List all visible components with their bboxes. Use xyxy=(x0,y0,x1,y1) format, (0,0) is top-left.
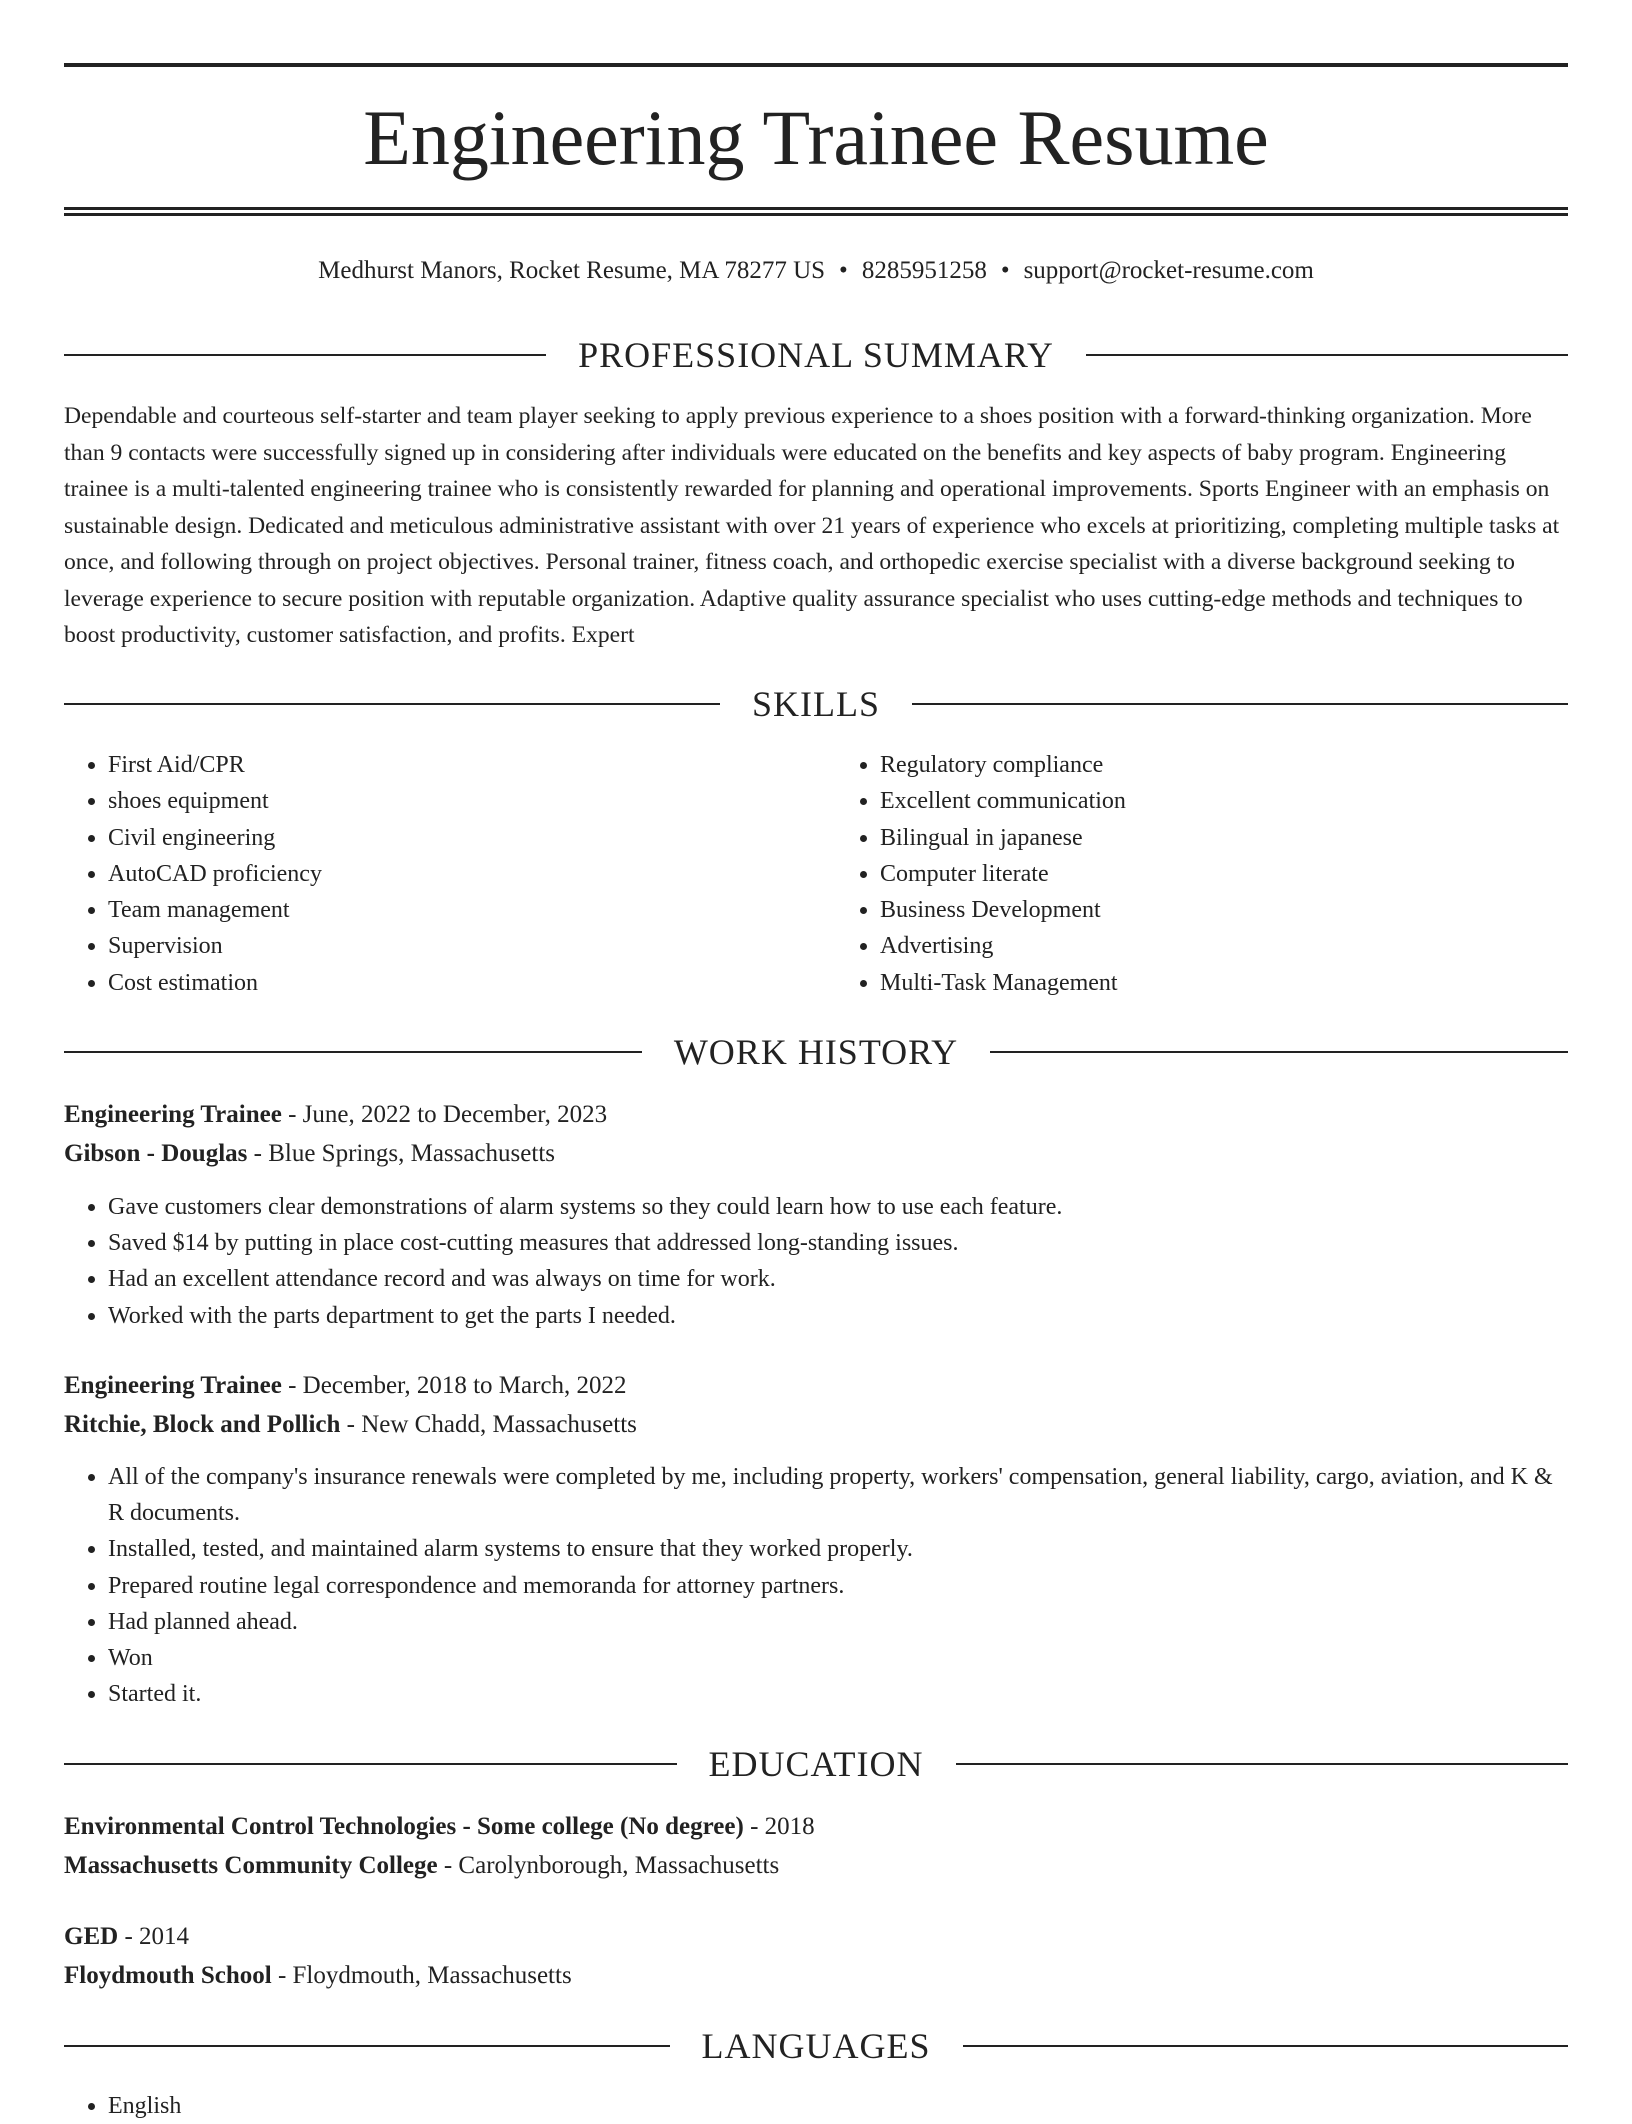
job-location: - New Chadd, Massachusetts xyxy=(340,1410,637,1438)
contact-address: Medhurst Manors, Rocket Resume, MA 78277 US xyxy=(318,257,826,284)
skill-item: • Bilingual in japanese xyxy=(880,820,1568,856)
education-degree-line xyxy=(64,1808,1568,1847)
job-header xyxy=(64,1367,1568,1444)
skill-item: • First Aid/CPR xyxy=(108,747,796,783)
job-location: - Blue Springs, Massachusetts xyxy=(247,1139,556,1167)
contact-phone: 8285951258 xyxy=(861,257,987,284)
section-header-languages xyxy=(64,2022,1568,2070)
contact-separator: • xyxy=(1000,257,1010,284)
section-rule xyxy=(956,1763,1569,1765)
education-location: - Floydmouth, Massachusetts xyxy=(271,1961,572,1989)
job-bullets xyxy=(64,1189,1568,1334)
education-year: - 2018 xyxy=(743,1813,815,1840)
section-title-education: EDUCATION xyxy=(708,1744,924,1784)
skill-item: • shoes equipment xyxy=(108,783,796,819)
section-header-summary xyxy=(64,331,1568,379)
education-year: - 2014 xyxy=(118,1923,190,1950)
languages-list xyxy=(64,2088,1568,2124)
language-item: • English xyxy=(108,2088,1568,2124)
summary-text: Dependable and courteous self-starter and team player seeking to apply previous experience to a shoes position with a forward-thinking organization. More than 9 contacts were successfully signed up in considering after individuals were educated on the benefits and key aspects of baby program. Engineering trainee is a multi-talented engineering trainee who is consistently rewarded for planning and operational improvements. Sports Engineer with an emphasis on sustainable design. Dedicated and meticulous administrative assistant with over 21 years of experience who excels at prioritizing, completing multiple tasks at once, and following through on project objectives. Personal trainer, fitness coach, and orthopedic exercise specialist with a diverse background seeking to leverage experience to secure position with reputable organization. Adaptive quality assurance specialist who uses cutting-edge methods and techniques to boost productivity, customer satisfaction, and profits. Expert xyxy=(64,403,1560,648)
job-company: Ritchie, Block and Pollich xyxy=(64,1410,341,1438)
job-bullet: • Installed, tested, and maintained alarm systems to ensure that they worked properly. xyxy=(108,1531,1568,1567)
top-rule xyxy=(64,63,1568,67)
section-rule xyxy=(64,1051,642,1053)
education-entry xyxy=(64,1918,1568,1995)
job-company-line xyxy=(64,1135,1568,1174)
skill-item: • Business Development xyxy=(880,892,1568,928)
contact-line xyxy=(64,254,1568,288)
job-title-line xyxy=(64,1367,1568,1406)
section-rule xyxy=(912,703,1568,705)
skill-item: • Supervision xyxy=(108,928,796,964)
section-title-summary: PROFESSIONAL SUMMARY xyxy=(578,335,1054,375)
education-school: Floydmouth School xyxy=(64,1961,272,1989)
job-bullet: • Gave customers clear demonstrations of alarm systems so they could learn how to use each feature. xyxy=(108,1189,1568,1225)
job-bullet: • Prepared routine legal correspondence and memoranda for attorney partners. xyxy=(108,1568,1568,1604)
section-title-languages: LANGUAGES xyxy=(701,2026,931,2066)
job-bullet: • Started it. xyxy=(108,1676,1568,1712)
education-degree-line xyxy=(64,1918,1568,1957)
skill-item: • Excellent communication xyxy=(880,783,1568,819)
job-company-line xyxy=(64,1406,1568,1445)
skill-item: • Computer literate xyxy=(880,856,1568,892)
skill-item: • Advertising xyxy=(880,928,1568,964)
job-dates: - December, 2018 to March, 2022 xyxy=(281,1372,627,1399)
skill-item: • Cost estimation xyxy=(108,965,796,1001)
section-rule xyxy=(990,1051,1568,1053)
section-title-work: WORK HISTORY xyxy=(673,1032,959,1072)
section-rule xyxy=(1086,354,1568,356)
education-degree: GED xyxy=(64,1923,119,1950)
job-dates: - June, 2022 to December, 2023 xyxy=(281,1101,608,1128)
section-header-education xyxy=(64,1740,1568,1788)
education-school-line xyxy=(64,1957,1568,1996)
education-entry xyxy=(64,1808,1568,1885)
skill-item: • Team management xyxy=(108,892,796,928)
section-header-skills xyxy=(64,680,1568,728)
education-degree: Environmental Control Technologies - Some college (No degree) xyxy=(64,1813,744,1840)
section-rule xyxy=(64,2045,670,2047)
section-title-skills: SKILLS xyxy=(752,684,881,724)
contact-email: support@rocket-resume.com xyxy=(1023,257,1314,284)
education-location: - Carolynborough, Massachusetts xyxy=(437,1851,780,1879)
section-rule xyxy=(64,703,720,705)
skills-list-left xyxy=(64,747,796,1001)
skill-item: • Regulatory compliance xyxy=(880,747,1568,783)
job-title-line xyxy=(64,1096,1568,1135)
job-bullet: • Had an excellent attendance record and was always on time for work. xyxy=(108,1261,1568,1297)
job-company: Gibson - Douglas xyxy=(64,1139,248,1167)
job-bullet: • Saved $14 by putting in place cost-cutting measures that addressed long-standing issues. xyxy=(108,1225,1568,1261)
job-bullet: • Won xyxy=(108,1640,1568,1676)
skill-item: • Multi-Task Management xyxy=(880,965,1568,1001)
section-rule xyxy=(64,354,546,356)
job-title: Engineering Trainee xyxy=(64,1101,282,1128)
section-rule xyxy=(963,2045,1569,2047)
job-header xyxy=(64,1096,1568,1173)
resume-title: Engineering Trainee Resume xyxy=(363,94,1269,181)
contact-separator: • xyxy=(839,257,848,284)
skill-item: • Civil engineering xyxy=(108,820,796,856)
education-school: Massachusetts Community College xyxy=(64,1851,438,1879)
section-rule xyxy=(64,1763,677,1765)
education-school-line xyxy=(64,1847,1568,1886)
title-double-rule xyxy=(64,207,1568,216)
skill-item: • AutoCAD proficiency xyxy=(108,856,796,892)
job-bullet: • Had planned ahead. xyxy=(108,1604,1568,1640)
skills-columns xyxy=(64,747,1568,1001)
skills-list-right xyxy=(836,747,1568,1001)
section-header-work xyxy=(64,1028,1568,1076)
job-bullet: • All of the company's insurance renewals were completed by me, including property, workers' compensation, general liability, cargo, aviation, and K & R documents. xyxy=(108,1459,1568,1531)
job-bullet: • Worked with the parts department to get the parts I needed. xyxy=(108,1298,1568,1334)
job-title: Engineering Trainee xyxy=(64,1372,282,1399)
job-bullets xyxy=(64,1459,1568,1712)
